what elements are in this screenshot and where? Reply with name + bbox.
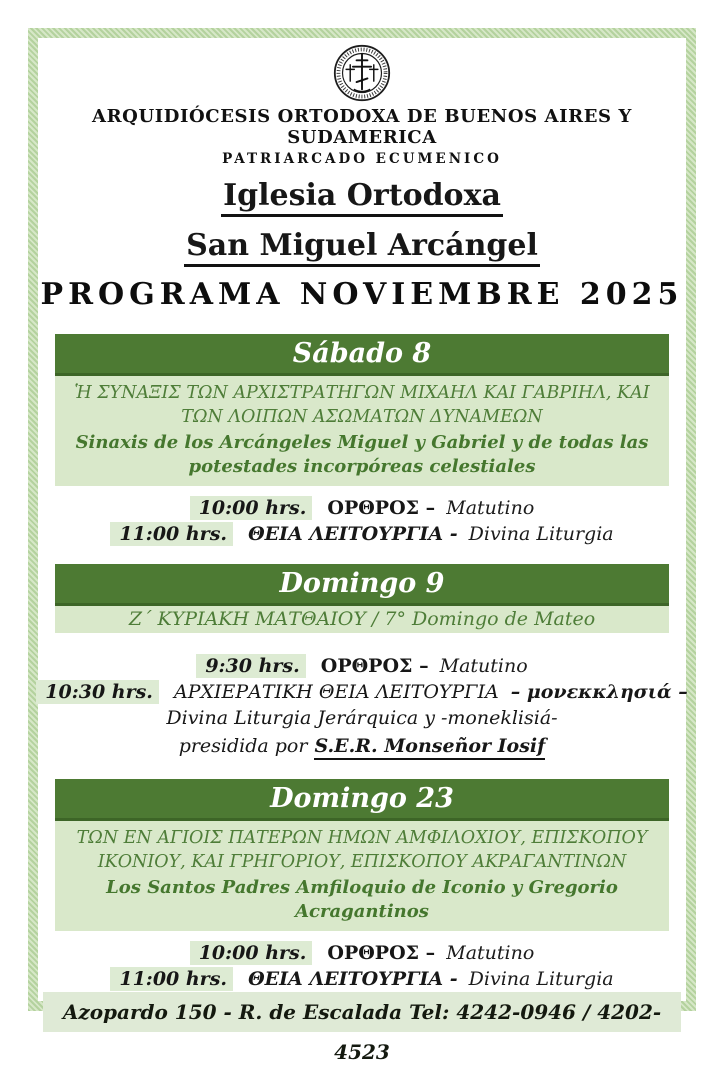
feast-title-greek: Ἡ ΣΥΝΑΞΙΣ ΤΩΝ ΑΡΧΙΣΤΡΑΤΗΓΩΝ ΜΙΧΑΗΛ ΚΑΙ ΓΑΒΡΙΗΛ, ΚΑΙ ΤΩΝ ΛΟΙΠΩΝ ΑΣΩΜΑΤΩΝ ΔΥΝΑΜΕΩΝ (74, 383, 650, 428)
service-suffix-greek: – μονεκκλησιά – (510, 680, 688, 703)
service-name-latin: Matutino (446, 496, 535, 519)
service-name-latin: Divina Liturgia (468, 522, 614, 545)
section-domingo-9 (38, 564, 686, 633)
service-name-latin: Matutino (446, 941, 535, 964)
schedule-row (110, 521, 613, 547)
time-badge: 10:00 hrs. (190, 941, 313, 965)
service-name-greek: ΘΕΙΑ ΛΕΙΤΟΥΡΓΙΑ - (248, 522, 458, 545)
feast-box (55, 821, 669, 931)
time-badge: 11:00 hrs. (110, 967, 233, 991)
schedule-row (36, 679, 687, 705)
presided-prefix: presidida por (178, 734, 308, 757)
schedule-row (36, 653, 687, 679)
service-name-latin: Divina Liturgia (468, 967, 614, 990)
address-phone-bar: Azopardo 150 - R. de Escalada Tel: 4242-0946 / 4202-4523 (43, 992, 681, 1032)
time-badge: 10:00 hrs. (190, 496, 313, 520)
time-badge: 10:30 hrs. (36, 680, 159, 704)
day-header: Domingo 9 (55, 564, 669, 606)
patriarchate-name: PATRIARCADO ECUMENICO (222, 151, 502, 167)
service-name-greek: ΘΕΙΑ ΛΕΙΤΟΥΡΓΙΑ - (248, 967, 458, 990)
time-badge: 11:00 hrs. (110, 522, 233, 546)
service-name-greek: ΟΡΘΡΟΣ – (320, 654, 429, 677)
time-badge: 9:30 hrs. (196, 654, 305, 678)
schedule-domingo-23 (110, 940, 613, 992)
feast-title-spanish: Sinaxis de los Arcángeles Miguel y Gabriel y de todas las potestades incorpóreas celestiales (75, 432, 649, 478)
section-sabado-8 (38, 334, 686, 486)
liturgy-note: Divina Liturgia Jerárquica y -moneklisiá- (166, 706, 558, 729)
feast-title-greek: ΤΩΝ ΕΝ ΑΓΙΟΙΣ ΠΑΤΕΡΩΝ ΗΜΩΝ ΑΜΦΙΛΟΧΙΟΥ, ΕΠΙΣΚΟΠΟΥ ΙΚΟΝΙΟΥ, ΚΑΙ ΓΡΗΓΟΡΙΟΥ, ΕΠΙΣΚΟΠΟΥ ΑΚΡΑΓΑΝΤΙΝΩΝ (76, 827, 648, 872)
service-name-greek: ΟΡΘΡΟΣ – (327, 496, 436, 519)
service-name-greek: ΟΡΘΡΟΣ – (327, 941, 436, 964)
schedule-sabado-8 (110, 495, 613, 547)
schedule-domingo-9 (36, 653, 687, 760)
church-title-line2: San Miguel Arcángel (184, 228, 540, 263)
feast-title-spanish: Los Santos Padres Amfiloquio de Iconio y Gregorio Acragantinos (106, 877, 618, 922)
schedule-row (110, 966, 613, 992)
schedule-row (110, 940, 613, 966)
section-domingo-23 (38, 779, 686, 931)
decorative-page-border (28, 28, 696, 1064)
day-header: Sábado 8 (55, 334, 669, 376)
sunday-subtitle: Ζ΄ ΚΥΡΙΑΚΗ ΜΑΤΘΑΙΟΥ / 7° Domingo de Mateo (55, 606, 669, 633)
service-name-greek: ΑΡΧΙΕΡΑΤΙΚΗ ΘΕΙΑ ΛΕΙΤΟΥΡΓΙΑ (173, 680, 499, 703)
presiding-bishop-name: S.E.R. Monseñor Iosif (314, 735, 545, 760)
page-content (38, 38, 688, 1064)
patriarchate-seal-icon (333, 44, 391, 102)
archdiocese-name: ARQUIDIÓCESIS ORTODOXA DE BUENOS AIRES Y SUDAMERICA (92, 106, 632, 148)
schedule-row (110, 495, 613, 521)
feast-box (55, 376, 669, 486)
service-name-latin: Matutino (439, 654, 528, 677)
day-header: Domingo 23 (55, 779, 669, 821)
church-title-line1: Iglesia Ortodoxa (221, 178, 503, 213)
program-title: PROGRAMA NOVIEMBRE 2025 (40, 277, 684, 312)
presided-line (36, 732, 687, 760)
